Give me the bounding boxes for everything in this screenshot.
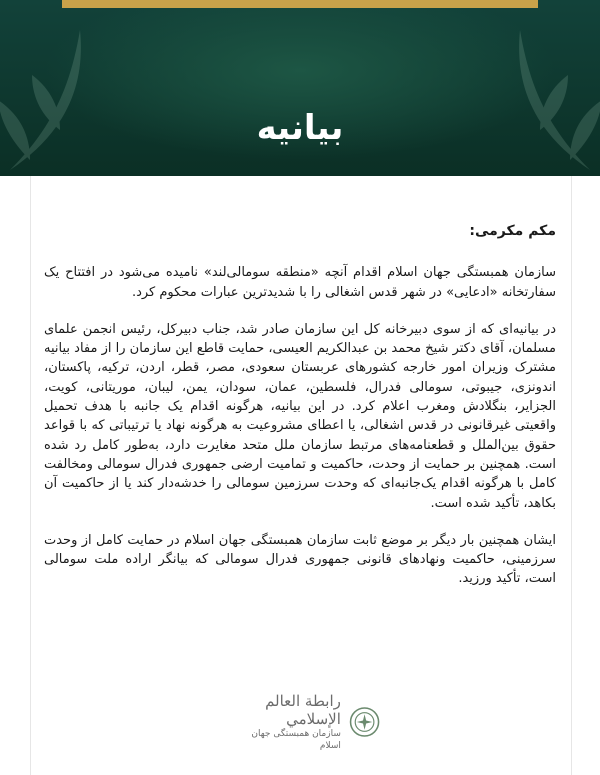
letter-greeting: مکم مکرمی: bbox=[469, 223, 556, 239]
logo-arabic-text: رابطة العالم الإسلامي bbox=[265, 692, 341, 728]
organization-logo bbox=[230, 692, 380, 751]
logo-text-block bbox=[230, 692, 341, 752]
gold-accent-bar bbox=[62, 0, 538, 8]
laurel-right-icon bbox=[450, 20, 600, 176]
header-banner bbox=[0, 0, 600, 176]
islamic-world-league-emblem-icon bbox=[349, 703, 380, 741]
logo-persian-text: سازمان همبستگی جهان اسلام bbox=[251, 729, 341, 751]
letter-paragraph-1: سازمان همبستگی جهان اسلام اقدام آنچه «منطقه سومالی‌لند» نامیده می‌شود در افتتاح یک سفارتخانه «ادعایی» در شهر قدس اشغالی را با شدیدترین عبارات محکوم کرد. bbox=[44, 265, 556, 300]
page-title: بیانیه bbox=[256, 108, 344, 148]
laurel-left-icon bbox=[0, 20, 150, 176]
letter-paragraph-2: در بیانیه‌ای که از سوی دبیرخانه کل این سازمان صادر شد، جناب دبیرکل، رئیس انجمن علمای مسلمان، آقای دکتر شیخ محمد بن عبدالکریم العیسی، حمایت قاطع این سازمان را از مفاد بیانیه مشترک وزیران امور خارجه کشورهای عربستان سعودی، مصر، قطر، اردن، ترکیه، پاکستان، اندونزی، جیبوتی، سومالی فدرال، فلسطین، عمان، سودان، یمن، لیبان، موریتانی، کویت، الجزایر، بنگلادش ومغرب اعلام کرد. در این بیانیه، هرگونه اقدام یک جانبه با هدف تحمیل واقعیتی غیرقانونی در قدس اشغالی، یا اعطای مشروعیت به هرگونه نهاد یا ترتیباتی که با قواعد حقوق بین‌الملل و قطعنامه‌های مرتبط سازمان ملل متحد مغایرت دارد، به‌طور کامل رد شده است. همچنین بر حمایت از وحدت، حاکمیت و تمامیت ارضی جمهوری فدرال سومالی ومخالفت کامل با هرگونه اقدام یک‌جانبه‌ای که وحدت سرزمین سومالی را خدشه‌دار کند یا از حاکمیت آن بکاهد، تأکید شده است. bbox=[44, 321, 556, 511]
letter-body bbox=[44, 222, 556, 607]
letter-paragraph-3: ایشان همچنین بار دیگر بر موضع ثابت سازمان همبستگی جهان اسلام در حمایت کامل از وحدت سرزمینی، حاکمیت ونهادهای قانونی جمهوری فدرال سومالی که بیانگر اراده ملت سومالی است، تأکید ورزید. bbox=[44, 532, 556, 587]
